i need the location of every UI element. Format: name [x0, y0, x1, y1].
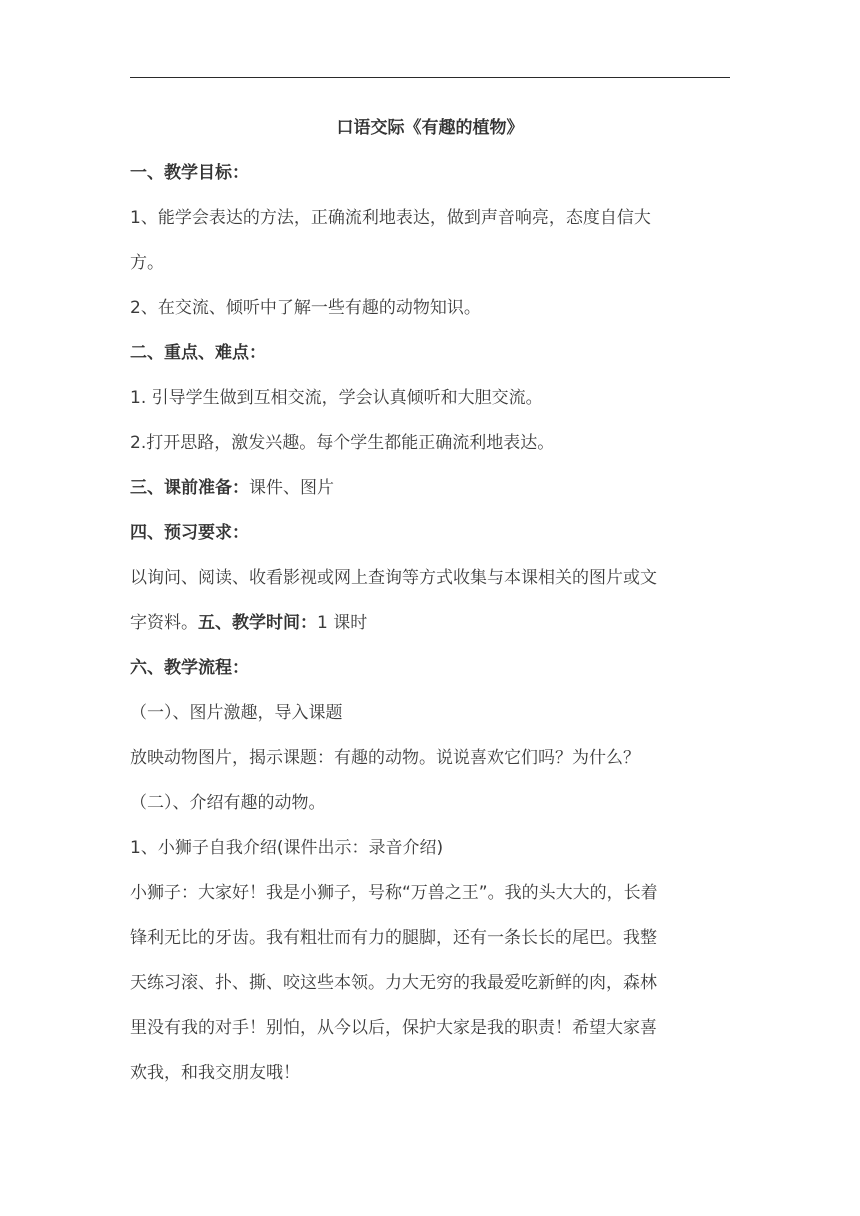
process-step-1-text: 放映动物图片，揭示课题：有趣的动物。说说喜欢它们吗？为什么？	[130, 748, 640, 768]
preview-line-1: 以询问、阅读、收看影视或网上查询等方式收集与本课相关的图片或文	[130, 568, 657, 588]
section-heading-key-points: 二、重点、难点：	[130, 343, 266, 363]
preview-text-end: 字资料。	[130, 613, 198, 633]
section-heading-preparation: 三、课前准备：	[130, 478, 249, 498]
lion-intro-heading: 1、小狮子自我介绍(课件出示：录音介绍)	[130, 838, 444, 858]
page-title: 口语交际《有趣的植物》	[336, 118, 524, 138]
lion-text-line-2: 锋利无比的牙齿。我有粗壮而有力的腿脚，还有一条长长的尾巴。我整	[130, 928, 657, 948]
lion-text-line-4: 里没有我的对手！别怕，从今以后，保护大家是我的职责！希望大家喜	[130, 1018, 657, 1038]
objective-2: 2、在交流、倾听中了解一些有趣的动物知识。	[130, 298, 481, 318]
lion-text-line-5: 欢我，和我交朋友哦！	[130, 1063, 300, 1083]
header-rule	[130, 77, 730, 78]
objective-1-line-2: 方。	[130, 253, 164, 273]
key-point-2: 2.打开思路，激发兴趣。每个学生都能正确流利地表达。	[130, 433, 555, 453]
preparation-line	[130, 477, 740, 499]
section-heading-objectives: 一、教学目标：	[130, 163, 249, 183]
preview-line-2	[130, 612, 740, 634]
lion-text-line-1: 小狮子：大家好！我是小狮子，号称“万兽之王”。我的头大大的，长着	[130, 883, 658, 903]
key-point-1: 1. 引导学生做到互相交流，学会认真倾听和大胆交流。	[130, 388, 543, 408]
section-heading-preview: 四、预习要求：	[130, 523, 249, 543]
lion-text-line-3: 天练习滚、扑、撕、咬这些本领。力大无穷的我最爱吃新鲜的肉，森林	[130, 973, 657, 993]
process-step-1: （一）、图片激趣，导入课题	[130, 703, 343, 723]
process-step-2: （二）、介绍有趣的动物。	[130, 793, 326, 813]
section-heading-time: 五、教学时间：	[198, 613, 317, 633]
preparation-text: 课件、图片	[249, 478, 334, 498]
section-heading-process: 六、教学流程：	[130, 658, 249, 678]
objective-1-line-1: 1、能学会表达的方法，正确流利地表达，做到声音响亮，态度自信大	[130, 208, 651, 228]
time-text: 1 课时	[317, 613, 368, 633]
